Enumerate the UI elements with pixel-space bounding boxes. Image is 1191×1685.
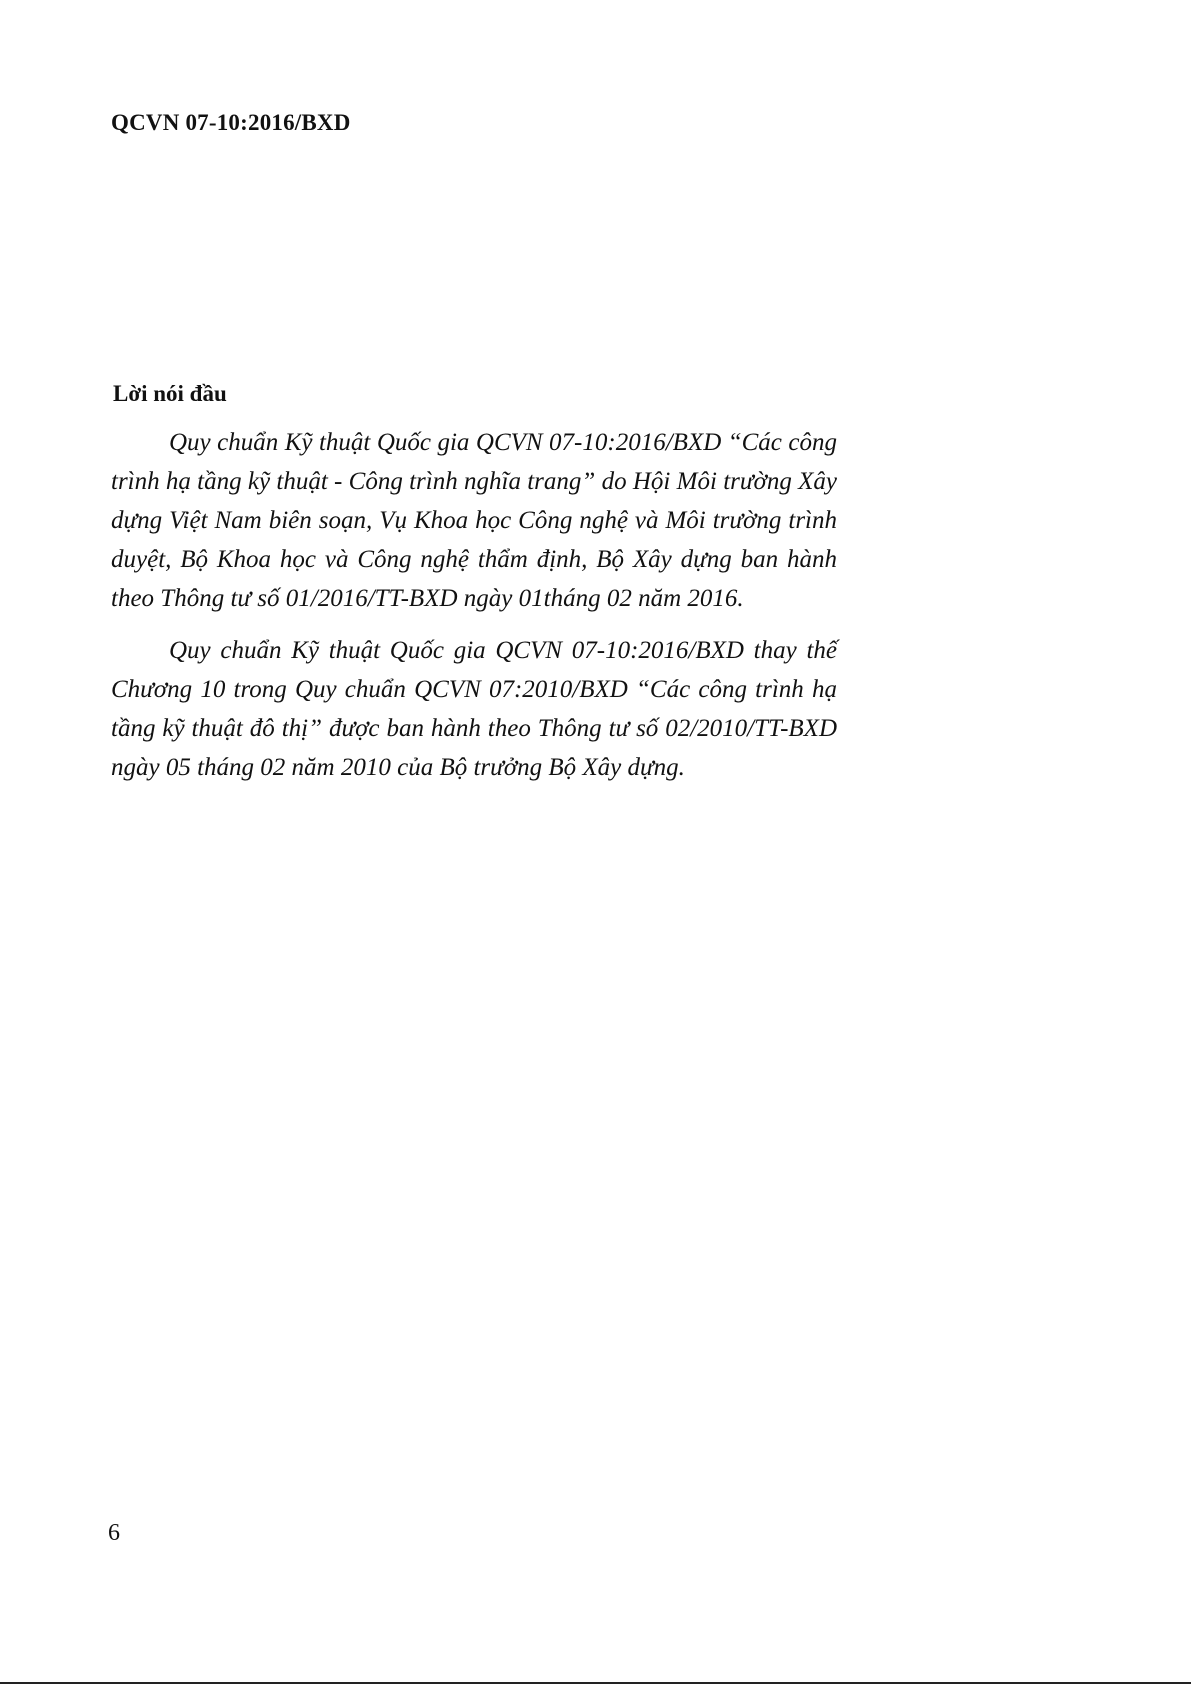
- foreword-paragraph-2: Quy chuẩn Kỹ thuật Quốc gia QCVN 07-10:2016/BXD thay thế Chương 10 trong Quy chuẩn QCVN 07:2010/BXD “Các công trình hạ tầng kỹ thuật đô thị” được ban hành theo Thông tư số 02/2010/TT-BXD ngày 05 tháng 02 năm 2010 của Bộ trưởng Bộ Xây dựng.: [111, 637, 837, 781]
- page-number: 6: [108, 1520, 120, 1546]
- document-code-header: QCVN 07-10:2016/BXD: [111, 110, 351, 135]
- foreword-body: [111, 423, 837, 800]
- bottom-edge-divider: [0, 1682, 1191, 1684]
- foreword-title: Lời nói đầu: [113, 381, 227, 406]
- foreword-paragraph-1: Quy chuẩn Kỹ thuật Quốc gia QCVN 07-10:2016/BXD “Các công trình hạ tầng kỹ thuật - Công trình nghĩa trang” do Hội Môi trường Xây dựng Việt Nam biên soạn, Vụ Khoa học Công nghệ và Môi trường trình duyệt, Bộ Khoa học và Công nghệ thẩm định, Bộ Xây dựng ban hành theo Thông tư số 01/2016/TT-BXD ngày 01tháng 02 năm 2016.: [111, 429, 837, 612]
